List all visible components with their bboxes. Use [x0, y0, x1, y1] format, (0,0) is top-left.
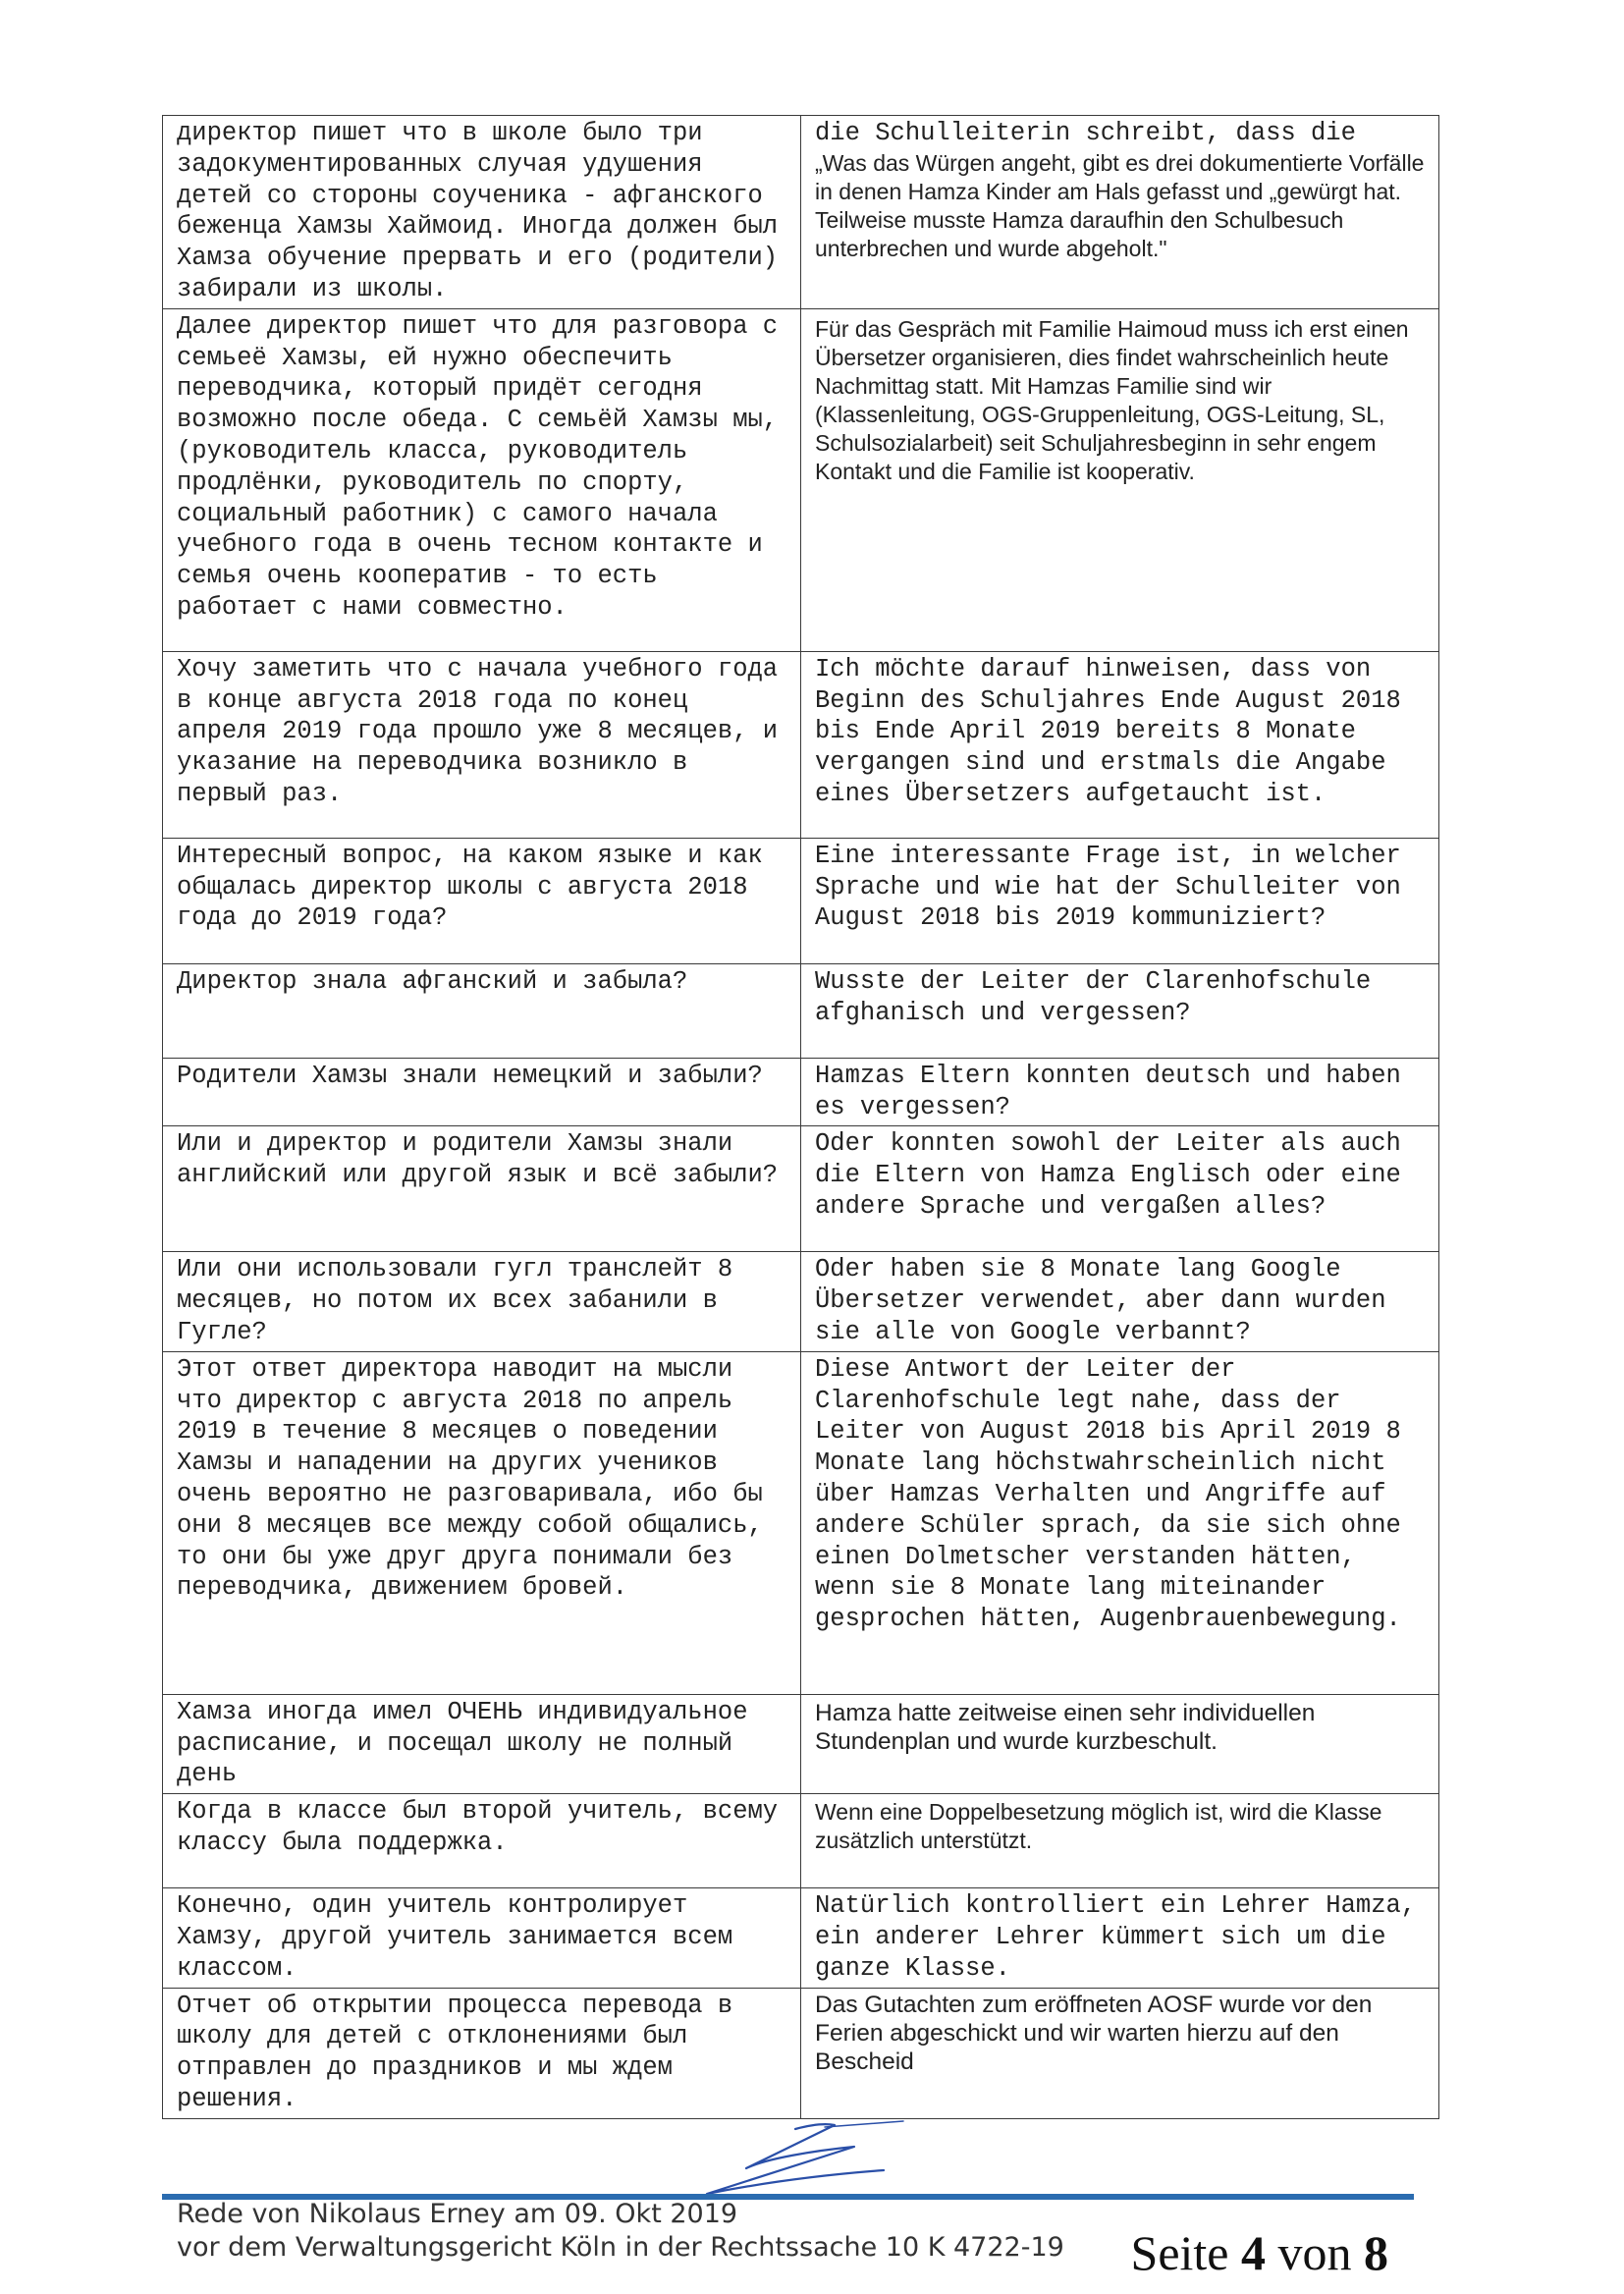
- russian-cell: [163, 1988, 801, 2118]
- footer-citation: [177, 2198, 1064, 2265]
- russian-text: Интересный вопрос, на каком языке и как общалась директор школы с августа 2018 года до 2019 года?: [177, 841, 779, 933]
- german-cell: [801, 838, 1439, 963]
- german-text: Hamza hatte zeitweise einen sehr individuellen Stundenplan und wurde kurzbeschult.: [815, 1699, 1323, 1755]
- russian-cell: [163, 1126, 801, 1252]
- russian-text: Или они использовали гугл транслейт 8 месяцев, но потом их всех забанили в Гугле?: [177, 1255, 748, 1346]
- russian-cell: [163, 838, 801, 963]
- german-cell: [801, 651, 1439, 838]
- page-total: 8: [1364, 2225, 1388, 2280]
- russian-cell: [163, 308, 801, 651]
- russian-text: Далее директор пишет что для разговора с семьеё Хамзы, ей нужно обеспечить переводчика, который придёт сегодня возможно после обеда. С семьёй Хамзы мы, (руководитель класса, руководитель продлёнки, руководитель по спорту, социальный работник) с самого начала учебного года в очень тесном контакте и семья очень кооператив - то есть работает с нами совместно.: [177, 311, 793, 622]
- table-row: [163, 1351, 1439, 1694]
- russian-text: Родители Хамзы знали немецкий и забыли?: [177, 1061, 763, 1090]
- german-text: Für das Gespräch mit Familie Haimoud muss ich erst einen Übersetzer organisieren, dies findet wahrscheinlich heute Nachmittag statt. Mit Hamzas Familie sind wir (Klassenleitung, OGS-Gruppenleitung, OGS-Leitung, SL, Schulsozialarbeit) seit Schuljahresbeginn in sehr engem Kontakt und die Familie ist kooperativ.: [815, 315, 1415, 484]
- german-cell: [801, 308, 1439, 651]
- page-prefix: Seite: [1130, 2225, 1241, 2280]
- german-text-quote: „Was das Würgen angeht, gibt es drei dokumentierte Vorfälle in denen Hamza Kinder am Hals gefasst und „gewürgt hat. Teilweise musste Hamza daraufhin den Schulbesuch unterbrechen und wurde abgeholt.": [815, 149, 1431, 261]
- german-text: Hamzas Eltern konnten deutsch und haben es vergessen?: [815, 1061, 1417, 1121]
- table-row: [163, 1694, 1439, 1793]
- table-row: [163, 1888, 1439, 1988]
- russian-cell: [163, 963, 801, 1058]
- german-cell: [801, 1058, 1439, 1126]
- german-cell: [801, 116, 1439, 309]
- german-cell: [801, 1888, 1439, 1988]
- german-text: Ich möchte darauf hinweisen, dass von Beginn des Schuljahres Ende August 2018 bis Ende April 2019 bereits 8 Monate vergangen sind und erstmals die Angabe eines Übersetzers aufgetaucht ist.: [815, 654, 1417, 808]
- russian-text: Или и директор и родители Хамзы знали английский или другой язык и всё забыли?: [177, 1129, 779, 1190]
- page-current: 4: [1241, 2225, 1266, 2280]
- footer-line-2: vor dem Verwaltungsgericht Köln in der Rechtssache 10 K 4722-19: [177, 2232, 1064, 2263]
- table-row: [163, 116, 1439, 309]
- table-row: [163, 1988, 1439, 2118]
- russian-text: Этот ответ директора наводит на мысли что директор с августа 2018 по апрель 2019 в течение 8 месяцев о поведении Хамзы и нападении на других учеников очень вероятно не разговаривала, ибо бы они 8 месяцев все между собой общались, то они бы уже друг друга понимали без переводчика, движением бровей.: [177, 1354, 779, 1603]
- russian-text: Отчет об открытии процесса перевода в школу для детей с отклонениями был отправлен до праздников и мы ждем решения.: [177, 1991, 748, 2113]
- german-cell: [801, 1351, 1439, 1694]
- german-text: Das Gutachten zum eröffneten AOSF wurde vor den Ferien abgeschickt und wir warten hierzu auf den Bescheid: [815, 1991, 1380, 2075]
- handwritten-signature: [687, 2111, 913, 2200]
- german-cell: [801, 1126, 1439, 1252]
- table-row: [163, 1058, 1439, 1126]
- table-row: [163, 963, 1439, 1058]
- table-row: [163, 838, 1439, 963]
- german-text: Wenn eine Doppelbesetzung möglich ist, wird die Klasse zusätzlich unterstützt.: [815, 1799, 1388, 1854]
- russian-text: Конечно, один учитель контролирует Хамзу, другой учитель занимается всем классом.: [177, 1891, 748, 1983]
- russian-cell: [163, 1694, 801, 1793]
- german-text: Diese Antwort der Leiter der Clarenhofschule legt nahe, dass der Leiter von August 2018 bis April 2019 8 Monate lang höchstwahrscheinlich nicht über Hamzas Verhalten und Angriffe auf andere Schüler sprach, da sie sich ohne einen Dolmetscher verstanden hätten, wenn sie 8 Monate lang miteinander gesprochen hätten, Augenbrauenbewegung.: [815, 1354, 1417, 1634]
- german-text: Wusste der Leiter der Clarenhofschule afghanisch und vergessen?: [815, 966, 1386, 1027]
- page-number: [1131, 2224, 1388, 2281]
- russian-cell: [163, 1351, 801, 1694]
- table-row: [163, 1252, 1439, 1351]
- russian-text: Директор знала афганский и забыла?: [177, 966, 688, 996]
- russian-cell: [163, 651, 801, 838]
- russian-cell: [163, 1252, 801, 1351]
- german-cell: [801, 1694, 1439, 1793]
- russian-text: директор пишет что в школе было три задокументированных случая удушения детей со стороны соученика - афганского беженца Хамзы Хаймоид. Иногда должен был Хамза обучение прервать и его (родители) забирали из школы.: [177, 119, 793, 303]
- russian-text: Хочу заметить что с начала учебного года в конце августа 2018 года по конец апреля 2019 года прошло уже 8 месяцев, и указание на переводчика возникло в первый раз.: [177, 654, 793, 808]
- german-cell: [801, 1794, 1439, 1888]
- german-cell: [801, 963, 1439, 1058]
- russian-cell: [163, 116, 801, 309]
- table-row: [163, 1126, 1439, 1252]
- table-row: [163, 1794, 1439, 1888]
- german-text-typed: die Schulleiterin schreibt, dass die: [815, 119, 1356, 147]
- page-mid: von: [1266, 2225, 1364, 2280]
- german-text: Oder haben sie 8 Monate lang Google Übersetzer verwendet, aber dann wurden sie alle von Google verbannt?: [815, 1255, 1401, 1346]
- german-cell: [801, 1252, 1439, 1351]
- german-text: Eine interessante Frage ist, in welcher Sprache und wie hat der Schulleiter von August 2018 bis 2019 kommuniziert?: [815, 841, 1417, 933]
- russian-text: Когда в классе был второй учитель, всему классу была поддержка.: [177, 1797, 793, 1857]
- table-row: [163, 651, 1439, 838]
- table-row: [163, 308, 1439, 651]
- german-cell: [801, 1988, 1439, 2118]
- russian-cell: [163, 1794, 801, 1888]
- russian-cell: [163, 1058, 801, 1126]
- translation-table: [162, 115, 1439, 2119]
- russian-cell: [163, 1888, 801, 1988]
- german-text: Natürlich kontrolliert ein Lehrer Hamza, ein anderer Lehrer kümmert sich um die ganze Klasse.: [815, 1891, 1432, 1983]
- footer-line-1: Rede von Nikolaus Erney am 09. Okt 2019: [177, 2199, 738, 2229]
- russian-text: Хамза иногда имел ОЧЕНЬ индивидуальное расписание, и посещал школу не полный день: [177, 1697, 763, 1789]
- german-text: Oder konnten sowohl der Leiter als auch die Eltern von Hamza Englisch oder eine andere Sprache und vergaßen alles?: [815, 1129, 1417, 1221]
